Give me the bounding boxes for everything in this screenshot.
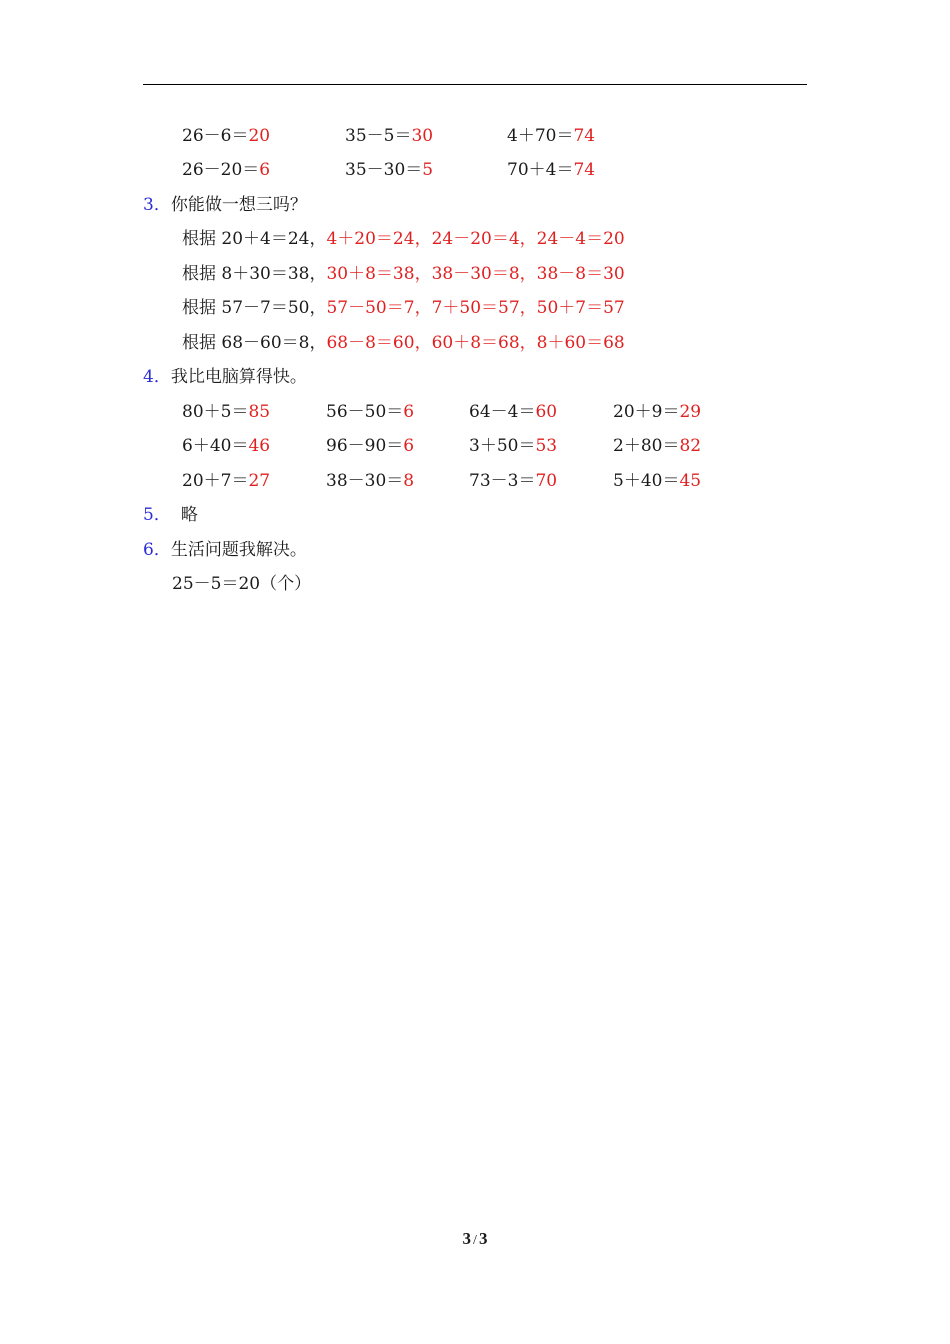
- question-title: 生活问题我解决。: [170, 540, 307, 560]
- item-given: 根据 20＋4＝24，: [182, 229, 327, 249]
- equation-answer: 8: [403, 471, 415, 491]
- section4-row-1: [0, 399, 950, 425]
- equation: [326, 468, 414, 494]
- equation: [507, 157, 595, 183]
- equation-answer: 70: [535, 471, 558, 491]
- equation: [613, 433, 701, 459]
- item-given: 根据 8＋30＝38，: [182, 264, 327, 284]
- equation-answer: 6: [259, 160, 271, 180]
- question-number: 6．: [143, 540, 171, 560]
- equation: [469, 468, 557, 494]
- question-title: 略: [180, 505, 198, 525]
- section5-heading: [143, 502, 198, 528]
- item-answer: 68－8＝60，60＋8＝68，8＋60＝68: [326, 333, 625, 353]
- section4-heading: [143, 364, 307, 390]
- equation-answer: 53: [535, 436, 558, 456]
- equation: [469, 399, 557, 425]
- header-rule: [143, 84, 807, 85]
- equation-answer: 6: [403, 436, 415, 456]
- page-number: [0, 1228, 950, 1252]
- equation: [182, 433, 270, 459]
- equation-answer: 46: [248, 436, 271, 456]
- question-number: 5．: [143, 505, 171, 525]
- section4-row-2: [0, 433, 950, 459]
- section6-answer: [172, 571, 311, 597]
- equation-answer: 82: [679, 436, 702, 456]
- item-answer: 57－50＝7，7＋50＝57，50＋7＝57: [326, 298, 625, 318]
- section2-row-1: [0, 123, 950, 149]
- section6-heading: [143, 537, 307, 563]
- equation-answer: 29: [679, 402, 702, 422]
- equation: [613, 399, 701, 425]
- equation: [326, 433, 414, 459]
- equation-answer: 74: [573, 160, 596, 180]
- equation-question: 80＋5＝: [182, 402, 249, 422]
- section3-item-2: [182, 261, 625, 287]
- equation-question: 5＋40＝: [613, 471, 680, 491]
- equation-answer: 74: [573, 126, 596, 146]
- equation-answer: 30: [411, 126, 434, 146]
- equation-question: 3＋50＝: [469, 436, 536, 456]
- equation: [613, 468, 701, 494]
- equation-answer: 6: [403, 402, 415, 422]
- equation: [182, 157, 270, 183]
- equation-answer: 85: [248, 402, 271, 422]
- equation-question: 73－3＝: [469, 471, 536, 491]
- item-given: 根据 68－60＝8，: [182, 333, 327, 353]
- section3-item-4: [182, 330, 625, 356]
- equation: [182, 123, 270, 149]
- page-separator: /: [473, 1233, 477, 1248]
- equation: [326, 399, 414, 425]
- current-page: 3: [462, 1229, 472, 1248]
- equation-question: 2＋80＝: [613, 436, 680, 456]
- section4-row-3: [0, 468, 950, 494]
- equation-question: 4＋70＝: [507, 126, 574, 146]
- equation-question: 64－4＝: [469, 402, 536, 422]
- question-title: 你能做一想三吗？: [170, 195, 307, 215]
- equation-question: 20＋7＝: [182, 471, 249, 491]
- equation-answer: 45: [679, 471, 702, 491]
- equation-question: 6＋40＝: [182, 436, 249, 456]
- item-answer: 4＋20＝24，24－20＝4，24－4＝20: [326, 229, 625, 249]
- item-given: 根据 57－7＝50，: [182, 298, 327, 318]
- question-number: 4．: [143, 367, 171, 387]
- equation: [182, 399, 270, 425]
- question-title: 我比电脑算得快。: [170, 367, 307, 387]
- equation-question: 26－6＝: [182, 126, 249, 146]
- equation-answer: 60: [535, 402, 558, 422]
- question-number: 3．: [143, 195, 171, 215]
- equation-question: 20＋9＝: [613, 402, 680, 422]
- equation-answer: 27: [248, 471, 271, 491]
- section3-item-3: [182, 295, 625, 321]
- equation-question: 35－5＝: [345, 126, 412, 146]
- equation-answer: 5: [422, 160, 434, 180]
- equation: [345, 123, 433, 149]
- equation: [182, 468, 270, 494]
- equation-question: 70＋4＝: [507, 160, 574, 180]
- equation-question: 38－30＝: [326, 471, 404, 491]
- equation-answer: 20: [248, 126, 271, 146]
- equation-question: 96－90＝: [326, 436, 404, 456]
- section3-item-1: [182, 226, 625, 252]
- equation-question: 26－20＝: [182, 160, 260, 180]
- equation: [469, 433, 557, 459]
- equation-question: 35－30＝: [345, 160, 423, 180]
- section2-row-2: [0, 157, 950, 183]
- equation-question: 56－50＝: [326, 402, 404, 422]
- answer-equation: 25－5＝20（个）: [172, 574, 312, 594]
- equation: [507, 123, 595, 149]
- item-answer: 30＋8＝38，38－30＝8，38－8＝30: [326, 264, 625, 284]
- equation: [345, 157, 433, 183]
- total-pages: 3: [478, 1229, 488, 1248]
- section3-heading: [143, 192, 307, 218]
